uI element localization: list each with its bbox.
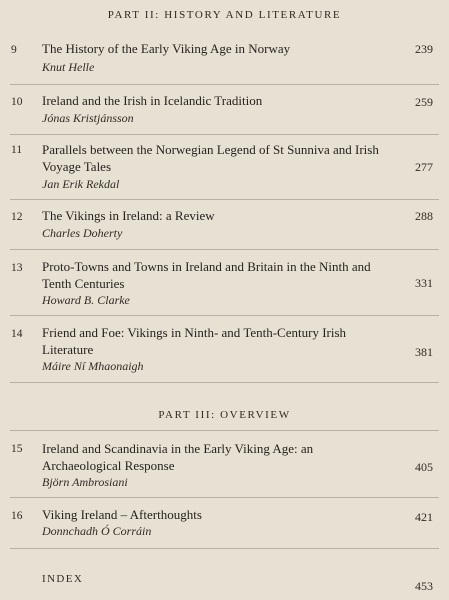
chapter-title: Parallels between the Norwegian Legend of St Sunniva and Irish Voyage Tales — [42, 142, 379, 174]
chapter-page-number: 331 — [415, 276, 433, 290]
chapter-number: 15 — [11, 443, 23, 455]
entry-divider — [10, 315, 439, 316]
chapter-number: 9 — [11, 44, 17, 56]
entry-divider — [10, 134, 439, 135]
chapter-number: 11 — [11, 144, 23, 156]
entry-divider — [10, 249, 439, 250]
chapter-page-number: 381 — [415, 345, 433, 359]
entry-divider — [10, 199, 439, 200]
chapter-number: 13 — [11, 262, 23, 274]
chapter-page-number: 405 — [415, 460, 433, 474]
chapter-page-number: 277 — [415, 160, 433, 174]
chapter-author: Björn Ambrosiani — [42, 475, 128, 489]
chapter-number: 10 — [11, 96, 23, 108]
chapter-number: 12 — [11, 211, 23, 223]
chapter-number: 14 — [11, 328, 23, 340]
chapter-title: Proto-Towns and Towns in Ireland and Britain in the Ninth and Tenth Centuries — [42, 259, 371, 291]
entry-divider — [10, 84, 439, 85]
chapter-page-number: 239 — [415, 42, 433, 56]
entry-divider — [10, 430, 439, 431]
chapter-title: The Vikings in Ireland: a Review — [42, 208, 215, 223]
chapter-author: Jónas Kristjánsson — [42, 111, 134, 125]
entry-divider — [10, 548, 439, 549]
chapter-page-number: 259 — [415, 95, 433, 109]
chapter-title: The History of the Early Viking Age in Norway — [42, 41, 291, 56]
part-ii-heading: PART II: HISTORY AND LITERATURE — [107, 9, 342, 21]
chapter-number: 16 — [11, 510, 23, 522]
chapter-author: Jan Erik Rekdal — [42, 177, 120, 191]
entry-divider — [10, 382, 439, 383]
chapter-page-number: 421 — [415, 510, 433, 524]
chapter-author: Máire Ní Mhaonaigh — [42, 359, 144, 373]
index-label: INDEX — [42, 573, 84, 585]
chapter-author: Knut Helle — [42, 60, 95, 74]
chapter-author: Howard B. Clarke — [42, 293, 130, 307]
chapter-author: Donnchadh Ó Corráin — [42, 524, 152, 538]
index-page-number: 453 — [415, 579, 433, 593]
chapter-title: Viking Ireland – Afterthoughts — [42, 507, 202, 522]
chapter-author: Charles Doherty — [42, 226, 123, 240]
chapter-title: Friend and Foe: Vikings in Ninth- and Tenth-Century Irish Literature — [42, 325, 347, 357]
chapter-page-number: 288 — [415, 209, 433, 223]
chapter-title: Ireland and Scandinavia in the Early Viking Age: an Archaeological Response — [42, 441, 314, 473]
entry-divider — [10, 497, 439, 498]
chapter-title: Ireland and the Irish in Icelandic Tradition — [42, 93, 263, 108]
part-iii-heading: PART III: OVERVIEW — [158, 409, 291, 421]
